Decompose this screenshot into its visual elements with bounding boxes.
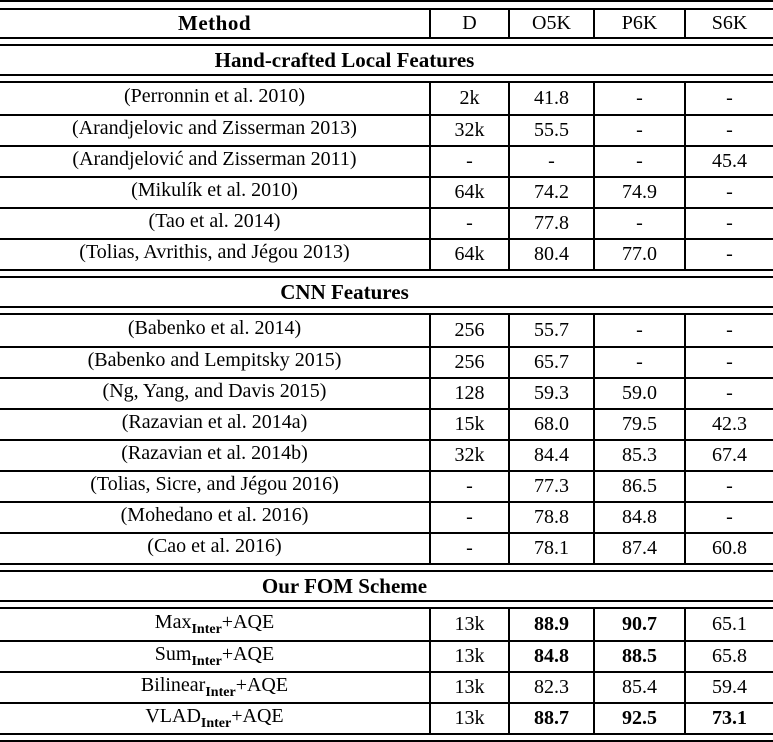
- o5k-cell: 77.3: [508, 472, 593, 501]
- o5k-cell: 65.7: [508, 348, 593, 377]
- o5k-cell: 84.8: [508, 642, 593, 671]
- table-row: [0, 609, 773, 640]
- method-suffix: +AQE: [221, 611, 275, 633]
- double-rule: [0, 563, 773, 572]
- o5k-cell: 74.2: [508, 178, 593, 207]
- o5k-cell: 78.8: [508, 503, 593, 532]
- method-cell: [0, 178, 429, 207]
- p6k-cell: 85.3: [593, 441, 684, 470]
- p6k-cell: 90.7: [593, 609, 684, 640]
- p6k-cell: 74.9: [593, 178, 684, 207]
- d-cell: -: [429, 147, 508, 176]
- table-row: [0, 501, 773, 532]
- d-cell: 64k: [429, 178, 508, 207]
- section-cnn: [0, 315, 773, 563]
- s6k-cell: 60.8: [684, 534, 773, 563]
- method-label: Bilinear$_{Inter}$+AQE: [140, 674, 289, 700]
- column-header-o5k: O5K: [508, 10, 593, 37]
- s6k-cell: -: [684, 472, 773, 501]
- double-rule: [0, 269, 773, 278]
- s6k-cell: -: [684, 240, 773, 269]
- column-header-method: Method: [178, 11, 251, 35]
- method-cell: [0, 673, 429, 702]
- s6k-cell: -: [684, 209, 773, 238]
- table-row: [0, 145, 773, 176]
- o5k-cell: 77.8: [508, 209, 593, 238]
- double-rule: [0, 306, 773, 315]
- double-rule: [0, 733, 773, 742]
- method-label: (Tolias, Avrithis, and Jégou 2013): [79, 241, 350, 263]
- s6k-cell: -: [684, 315, 773, 346]
- d-cell: -: [429, 209, 508, 238]
- double-rule: [0, 37, 773, 46]
- method-cell: [0, 410, 429, 439]
- method-suffix: +AQE: [231, 705, 284, 727]
- method-label: (Tolias, Sicre, and Jégou 2016): [90, 473, 339, 495]
- s6k-cell: 45.4: [684, 147, 773, 176]
- p6k-cell: 88.5: [593, 642, 684, 671]
- table-row: [0, 671, 773, 702]
- o5k-cell: 84.4: [508, 441, 593, 470]
- p6k-cell: 92.5: [593, 704, 684, 733]
- o5k-cell: 80.4: [508, 240, 593, 269]
- method-cell: [0, 116, 429, 145]
- d-cell: 13k: [429, 704, 508, 733]
- d-cell: 64k: [429, 240, 508, 269]
- method-label: (Razavian et al. 2014b): [121, 442, 308, 464]
- double-rule: [0, 74, 773, 83]
- method-subscript: Inter: [191, 622, 222, 637]
- method-cell: [0, 348, 429, 377]
- p6k-cell: 59.0: [593, 379, 684, 408]
- table-row: [0, 702, 773, 733]
- p6k-cell: -: [593, 116, 684, 145]
- p6k-cell: -: [593, 209, 684, 238]
- p6k-cell: 86.5: [593, 472, 684, 501]
- o5k-cell: 59.3: [508, 379, 593, 408]
- column-header-s6k: S6K: [684, 10, 773, 37]
- s6k-cell: -: [684, 116, 773, 145]
- o5k-cell: -: [508, 147, 593, 176]
- table-row: [0, 114, 773, 145]
- o5k-cell: 88.7: [508, 704, 593, 733]
- o5k-cell: 41.8: [508, 83, 593, 114]
- method-cell: [0, 240, 429, 269]
- d-cell: 2k: [429, 83, 508, 114]
- column-header-d: D: [429, 10, 508, 37]
- method-label: (Mikulík et al. 2010): [131, 179, 298, 201]
- method-label: (Tao et al. 2014): [148, 210, 281, 232]
- d-cell: 13k: [429, 642, 508, 671]
- method-label: (Razavian et al. 2014a): [121, 411, 308, 433]
- d-cell: 32k: [429, 441, 508, 470]
- d-cell: -: [429, 472, 508, 501]
- o5k-cell: 55.7: [508, 315, 593, 346]
- method-label: (Perronnin et al. 2010): [123, 85, 306, 107]
- method-cell: [0, 147, 429, 176]
- s6k-cell: 67.4: [684, 441, 773, 470]
- s6k-cell: -: [684, 83, 773, 114]
- method-cell: [0, 209, 429, 238]
- column-header-p6k: P6K: [593, 10, 684, 37]
- d-cell: 128: [429, 379, 508, 408]
- method-subscript: Inter: [191, 654, 222, 669]
- table-row: [0, 377, 773, 408]
- method-label: Sum$_{Inter}$+AQE: [154, 643, 275, 669]
- o5k-cell: 55.5: [508, 116, 593, 145]
- method-label: (Mohedano et al. 2016): [120, 504, 309, 526]
- o5k-cell: 82.3: [508, 673, 593, 702]
- s6k-cell: -: [684, 348, 773, 377]
- method-label: (Babenko and Lempitsky 2015): [87, 349, 342, 371]
- method-label: (Ng, Yang, and Davis 2015): [102, 380, 327, 402]
- o5k-cell: 88.9: [508, 609, 593, 640]
- method-label: (Arandjelović and Zisserman 2011): [72, 148, 357, 170]
- d-cell: 13k: [429, 673, 508, 702]
- p6k-cell: 79.5: [593, 410, 684, 439]
- d-cell: 13k: [429, 609, 508, 640]
- method-cell: [0, 642, 429, 671]
- method-subscript: Inter: [200, 716, 232, 731]
- table-row: [0, 207, 773, 238]
- s6k-cell: 59.4: [684, 673, 773, 702]
- method-cell: [0, 441, 429, 470]
- d-cell: 256: [429, 348, 508, 377]
- method-cell: [0, 704, 429, 733]
- table-row: [0, 470, 773, 501]
- s6k-cell: -: [684, 178, 773, 207]
- method-cell: [0, 83, 429, 114]
- method-cell: [0, 503, 429, 532]
- p6k-cell: -: [593, 348, 684, 377]
- p6k-cell: 85.4: [593, 673, 684, 702]
- p6k-cell: -: [593, 147, 684, 176]
- double-rule: [0, 600, 773, 609]
- section-fom: [0, 609, 773, 733]
- d-cell: -: [429, 503, 508, 532]
- o5k-cell: 78.1: [508, 534, 593, 563]
- section-title-fom: Our FOM Scheme: [261, 574, 428, 598]
- p6k-cell: -: [593, 83, 684, 114]
- p6k-cell: 84.8: [593, 503, 684, 532]
- table-row: [0, 532, 773, 563]
- d-cell: 256: [429, 315, 508, 346]
- table-row: [0, 176, 773, 207]
- s6k-cell: 65.8: [684, 642, 773, 671]
- s6k-cell: -: [684, 379, 773, 408]
- table-row: [0, 439, 773, 470]
- p6k-cell: 87.4: [593, 534, 684, 563]
- table-row: [0, 238, 773, 269]
- section-title-cnn: CNN Features: [280, 280, 409, 304]
- o5k-cell: 68.0: [508, 410, 593, 439]
- method-cell: [0, 609, 429, 640]
- method-cell: [0, 315, 429, 346]
- table-row: [0, 315, 773, 346]
- p6k-cell: 77.0: [593, 240, 684, 269]
- method-subscript: Inter: [205, 685, 236, 700]
- double-rule: [0, 0, 773, 10]
- method-cell: [0, 472, 429, 501]
- section-title-handcrafted: Hand-crafted Local Features: [214, 48, 475, 72]
- method-suffix: +AQE: [221, 643, 275, 665]
- s6k-cell: 73.1: [684, 704, 773, 733]
- section-handcrafted: [0, 83, 773, 269]
- p6k-cell: -: [593, 315, 684, 346]
- s6k-cell: 42.3: [684, 410, 773, 439]
- table-row: [0, 408, 773, 439]
- table-row: [0, 83, 773, 114]
- s6k-cell: -: [684, 503, 773, 532]
- header-row: [0, 10, 773, 37]
- method-cell: [0, 534, 429, 563]
- table-row: [0, 640, 773, 671]
- table-row: [0, 346, 773, 377]
- method-label: (Arandjelovic and Zisserman 2013): [72, 117, 357, 139]
- method-label: Max$_{Inter}$+AQE: [154, 611, 275, 637]
- d-cell: 15k: [429, 410, 508, 439]
- method-label: (Babenko et al. 2014): [127, 317, 302, 339]
- method-cell: [0, 379, 429, 408]
- s6k-cell: 65.1: [684, 609, 773, 640]
- method-label: $VLAD_{Inter}+AQE$: [145, 705, 284, 731]
- d-cell: 32k: [429, 116, 508, 145]
- d-cell: -: [429, 534, 508, 563]
- method-suffix: +AQE: [235, 674, 289, 696]
- method-label: (Cao et al. 2016): [147, 535, 282, 557]
